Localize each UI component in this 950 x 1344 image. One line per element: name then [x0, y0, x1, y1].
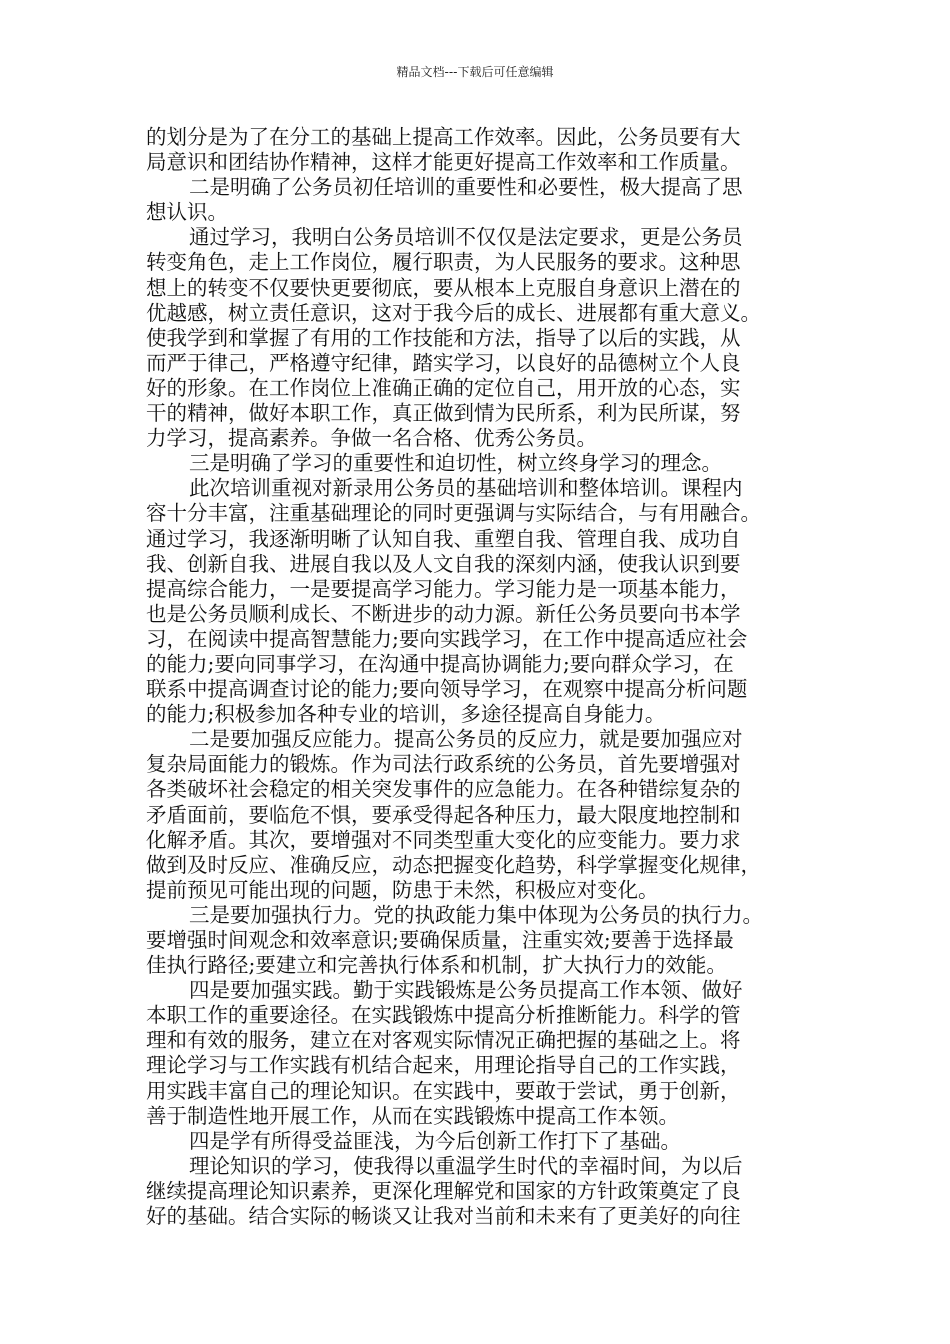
text-line: 用实践丰富自己的理论知识。在实践中，要敢于尝试，勇于创新， — [146, 1078, 741, 1103]
text-line: 的能力;积极参加各种专业的培训，多途径提高自身能力。 — [146, 702, 666, 727]
text-line: 本职工作的重要途径。在实践锻炼中提高分析推断能力。科学的管 — [146, 1003, 741, 1028]
text-line: 使我学到和掌握了有用的工作技能和方法，指导了以后的实践，从 — [146, 325, 741, 350]
text-line: 的划分是为了在分工的基础上提高工作效率。因此，公务员要有大 — [146, 125, 741, 149]
text-line: 好的基础。结合实际的畅谈又让我对当前和未来有了更美好的向往 — [146, 1204, 741, 1229]
text-line: 二是明确了公务员初任培训的重要性和必要性，极大提高了思 — [189, 175, 743, 200]
text-line: 优越感，树立责任意识，这对于我今后的成长、进展都有重大意义。 — [146, 300, 761, 325]
text-line: 的能力;要向同事学习，在沟通中提高协调能力;要向群众学习，在 — [146, 651, 734, 676]
text-line: 继续提高理论知识素养，更深化理解党和国家的方针政策奠定了良 — [146, 1178, 741, 1203]
text-line: 局意识和团结协作精神，这样才能更好提高工作效率和工作质量。 — [146, 150, 741, 175]
text-line: 习，在阅读中提高智慧能力;要向实践学习，在工作中提高适应社会 — [146, 626, 748, 651]
text-line: 要增强时间观念和效率意识;要确保质量，注重实效;要善于选择最 — [146, 928, 734, 952]
text-line: 力学习，提高素养。争做一名合格、优秀公务员。 — [146, 426, 597, 451]
text-line: 理和有效的服务，建立在对客观实际情况正确把握的基础之上。将 — [146, 1028, 741, 1053]
text-line: 理论知识的学习，使我得以重温学生时代的幸福时间，为以后 — [189, 1153, 743, 1178]
text-line: 我、创新自我、进展自我以及人文自我的深刻内涵，使我认识到要 — [146, 551, 741, 576]
text-line: 也是公务员顺利成长、不断进步的动力源。新任公务员要向书本学 — [146, 601, 741, 626]
text-line: 佳执行路径;要建立和完善执行体系和机制，扩大执行力的效能。 — [146, 953, 727, 978]
text-line: 干的精神，做好本职工作，真正做到情为民所系，利为民所谋，努 — [146, 401, 741, 426]
text-line: 四是学有所得受益匪浅，为今后创新工作打下了基础。 — [189, 1128, 681, 1153]
text-line: 三是明确了学习的重要性和迫切性，树立终身学习的理念。 — [189, 451, 722, 476]
text-line: 此次培训重视对新录用公务员的基础培训和整体培训。课程内 — [189, 476, 743, 501]
text-line: 理论学习与工作实践有机结合起来，用理论指导自己的工作实践， — [146, 1053, 741, 1078]
text-line: 联系中提高调查讨论的能力;要向领导学习，在观察中提高分析问题 — [146, 677, 748, 702]
text-line: 提前预见可能出现的问题，防患于未然，积极应对变化。 — [146, 877, 659, 902]
text-line: 通过学习，我逐渐明晰了认知自我、重塑自我、管理自我、成功自 — [146, 526, 741, 551]
text-line: 做到及时反应、准确反应，动态把握变化趋势，科学掌握变化规律， — [146, 852, 761, 877]
text-line: 化解矛盾。其次，要增强对不同类型重大变化的应变能力。要力求 — [146, 827, 741, 852]
page-header: 精品文档---下载后可任意编辑 — [396, 65, 554, 79]
text-line: 通过学习，我明白公务员培训不仅仅是法定要求，更是公务员 — [189, 225, 743, 250]
text-line: 二是要加强反应能力。提高公务员的反应力，就是要加强应对 — [189, 727, 743, 752]
text-line: 各类破坏社会稳定的相关突发事件的应急能力。在各种错综复杂的 — [146, 777, 741, 802]
text-line: 好的形象。在工作岗位上准确正确的定位自己，用开放的心态，实 — [146, 375, 741, 400]
text-line: 三是要加强执行力。党的执政能力集中体现为公务员的执行力。 — [189, 902, 763, 927]
text-line: 想上的转变不仅要快更要彻底，要从根本上克服自身意识上潜在的 — [146, 275, 741, 300]
text-line: 转变角色，走上工作岗位，履行职责，为人民服务的要求。这种思 — [146, 250, 741, 275]
text-line: 复杂局面能力的锻炼。作为司法行政系统的公务员，首先要增强对 — [146, 752, 741, 777]
document-body — [146, 125, 836, 1229]
text-line: 四是要加强实践。勤于实践锻炼是公务员提高工作本领、做好 — [189, 978, 743, 1003]
text-line: 提高综合能力，一是要提高学习能力。学习能力是一项基本能力， — [146, 576, 741, 601]
text-line: 容十分丰富，注重基础理论的同时更强调与实际结合，与有用融合。 — [146, 501, 761, 526]
text-line: 矛盾面前，要临危不惧，要承受得起各种压力，最大限度地控制和 — [146, 802, 741, 827]
text-line: 善于制造性地开展工作，从而在实践锻炼中提高工作本领。 — [146, 1103, 679, 1128]
text-line: 而严于律己，严格遵守纪律，踏实学习，以良好的品德树立个人良 — [146, 350, 741, 375]
text-line: 想认识。 — [146, 200, 228, 225]
